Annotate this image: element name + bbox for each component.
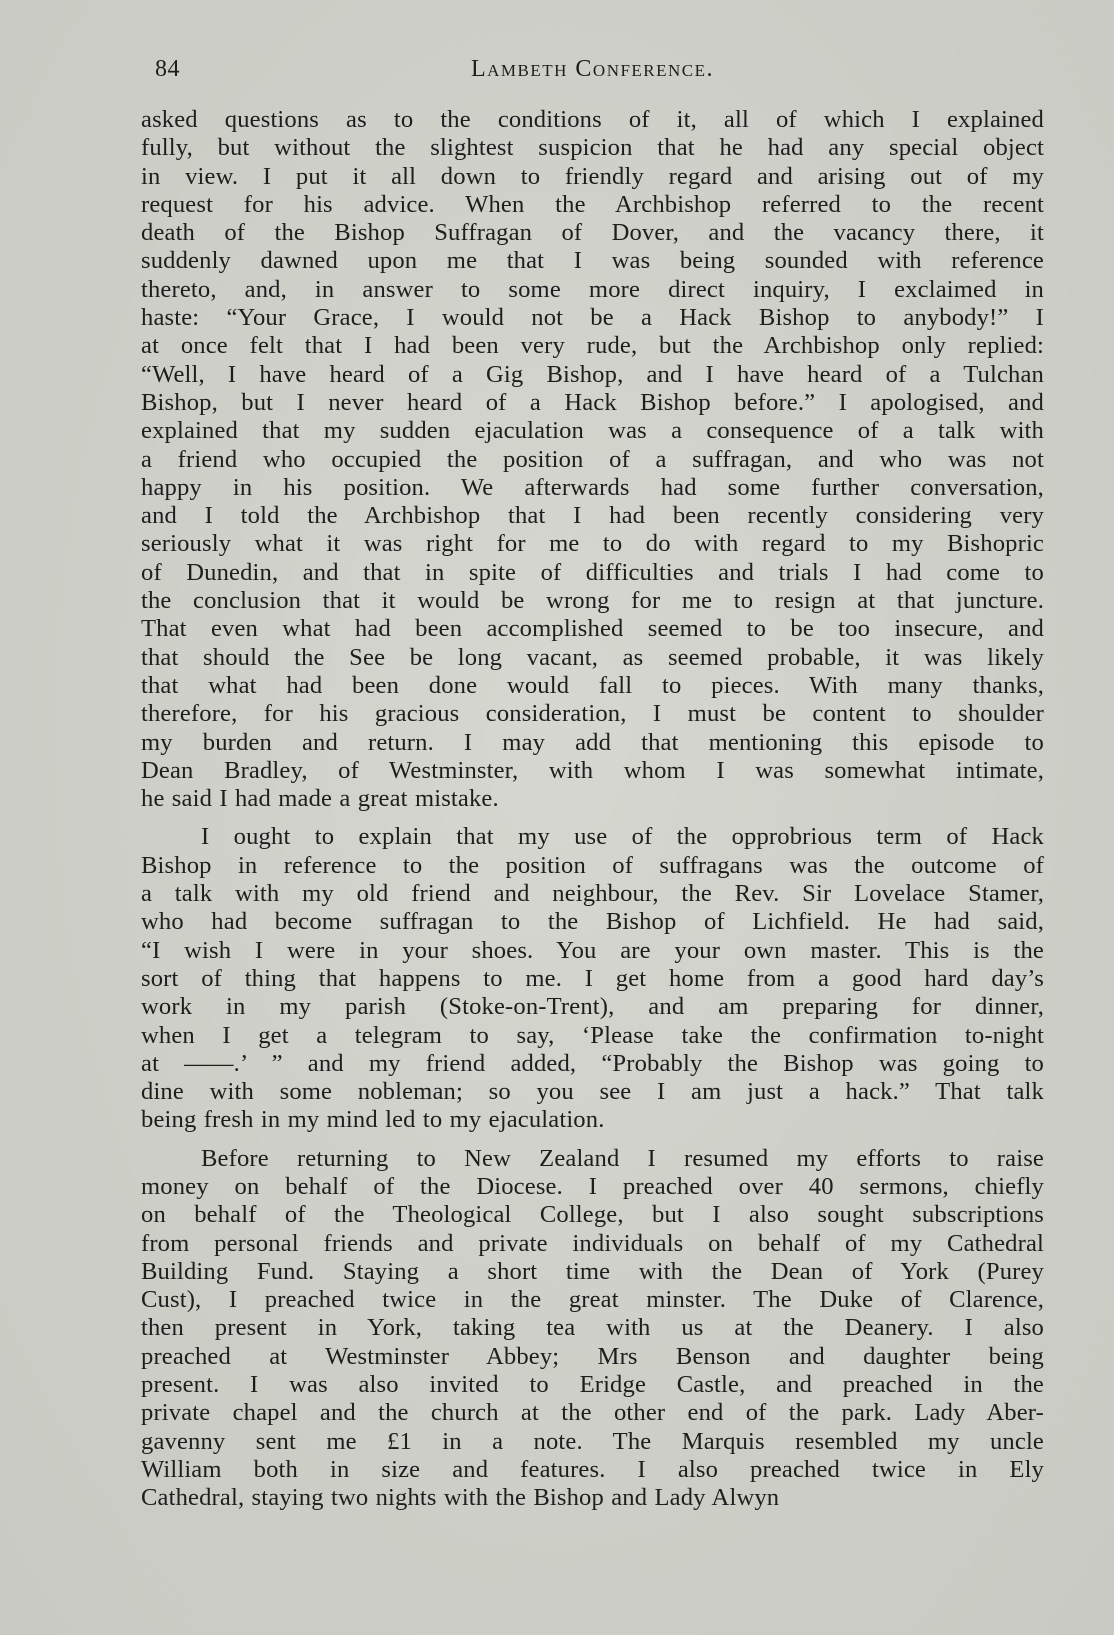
text-line: haste: “Your Grace, I would not be a Hack Bishop to anybody!” I: [141, 304, 1044, 332]
text-line: William both in size and features. I also preached twice in Ely: [141, 1455, 1044, 1483]
text-line: “I wish I were in your shoes. You are your own master. This is the: [141, 936, 1044, 964]
text-line: my burden and return. I may add that mentioning this episode to: [141, 728, 1044, 756]
book-page: [141, 56, 1044, 1523]
running-title: Lambeth Conference.: [470, 56, 715, 82]
text-line: gavenny sent me £1 in a note. The Marquis resembled my uncle: [141, 1427, 1044, 1455]
body-text: [141, 106, 1044, 1513]
paragraph: [141, 823, 1044, 1134]
page-header: [141, 56, 1044, 96]
text-line: suddenly dawned upon me that I was being sounded with reference: [141, 247, 1044, 275]
text-line: from personal friends and private individuals on behalf of my Cathedral: [141, 1229, 1044, 1257]
text-line: private chapel and the church at the other end of the park. Lady Aber-: [141, 1399, 1044, 1427]
text-line: Bishop in reference to the position of suffragans was the outcome of: [141, 851, 1044, 879]
text-line: at ——.’ ” and my friend added, “Probably the Bishop was going to: [141, 1049, 1044, 1077]
text-line: fully, but without the slightest suspicion that he had any special object: [141, 134, 1044, 162]
text-line: death of the Bishop Suffragan of Dover, and the vacancy there, it: [141, 219, 1044, 247]
text-line: sort of thing that happens to me. I get home from a good hard day’s: [141, 964, 1044, 992]
text-line: that should the See be long vacant, as seemed probable, it was likely: [141, 643, 1044, 671]
text-line: Cathedral, staying two nights with the Bishop and Lady Alwyn: [141, 1484, 780, 1512]
text-line: a talk with my old friend and neighbour, the Rev. Sir Lovelace Stamer,: [141, 880, 1044, 908]
text-line: therefore, for his gracious consideration, I must be content to shoulder: [141, 700, 1044, 728]
text-line: Dean Bradley, of Westminster, with whom I was somewhat intimate,: [141, 756, 1044, 784]
text-line: the conclusion that it would be wrong for me to resign at that juncture.: [141, 587, 1044, 615]
text-line: that what had been done would fall to pieces. With many thanks,: [141, 671, 1044, 699]
text-line: work in my parish (Stoke-on-Trent), and am preparing for dinner,: [141, 993, 1044, 1021]
page-number: 84: [155, 56, 180, 82]
text-line: in view. I put it all down to friendly regard and arising out of my: [141, 162, 1044, 190]
text-line: then present in York, taking tea with us at the Deanery. I also: [141, 1314, 1044, 1342]
text-line: Bishop, but I never heard of a Hack Bishop before.” I apologised, and: [141, 388, 1044, 416]
text-line: and I told the Archbishop that I had been recently considering very: [141, 502, 1044, 530]
text-line: “Well, I have heard of a Gig Bishop, and I have heard of a Tulchan: [141, 360, 1044, 388]
text-line: That even what had been accomplished seemed to be too insecure, and: [141, 615, 1044, 643]
paragraph: [141, 106, 1044, 813]
text-line: present. I was also invited to Eridge Castle, and preached in the: [141, 1371, 1044, 1399]
text-line: preached at Westminster Abbey; Mrs Benson and daughter being: [141, 1342, 1044, 1370]
text-line: thereto, and, in answer to some more direct inquiry, I exclaimed in: [141, 275, 1044, 303]
text-line: asked questions as to the conditions of it, all of which I explained: [141, 106, 1044, 133]
text-line: a friend who occupied the position of a suffragan, and who was not: [141, 445, 1044, 473]
text-line: at once felt that I had been very rude, but the Archbishop only replied:: [141, 332, 1044, 360]
text-line: I ought to explain that my use of the opprobrious term of Hack: [201, 823, 1044, 851]
text-line: Building Fund. Staying a short time with the Dean of York (Purey: [141, 1257, 1044, 1285]
text-line: request for his advice. When the Archbishop referred to the recent: [141, 190, 1044, 218]
text-line: who had become suffragan to the Bishop of Lichfield. He had said,: [141, 908, 1044, 936]
text-line: when I get a telegram to say, ‘Please take the confirmation to-night: [141, 1021, 1044, 1049]
text-line: seriously what it was right for me to do with regard to my Bishopric: [141, 530, 1044, 558]
text-line: Cust), I preached twice in the great minster. The Duke of Clarence,: [141, 1286, 1044, 1314]
text-line: explained that my sudden ejaculation was a consequence of a talk with: [141, 417, 1044, 445]
text-line: dine with some nobleman; so you see I am just a hack.” That talk: [141, 1078, 1044, 1106]
text-line: he said I had made a great mistake.: [141, 785, 499, 813]
text-line: being fresh in my mind led to my ejaculation.: [141, 1106, 605, 1134]
text-line: money on behalf of the Diocese. I preached over 40 sermons, chiefly: [141, 1172, 1044, 1200]
text-line: Before returning to New Zealand I resumed my efforts to raise: [201, 1144, 1044, 1172]
text-line: of Dunedin, and that in spite of difficulties and trials I had come to: [141, 558, 1044, 586]
text-line: on behalf of the Theological College, but I also sought subscriptions: [141, 1201, 1044, 1229]
paragraph: [141, 1145, 1044, 1513]
text-line: happy in his position. We afterwards had some further conversation,: [141, 473, 1044, 501]
